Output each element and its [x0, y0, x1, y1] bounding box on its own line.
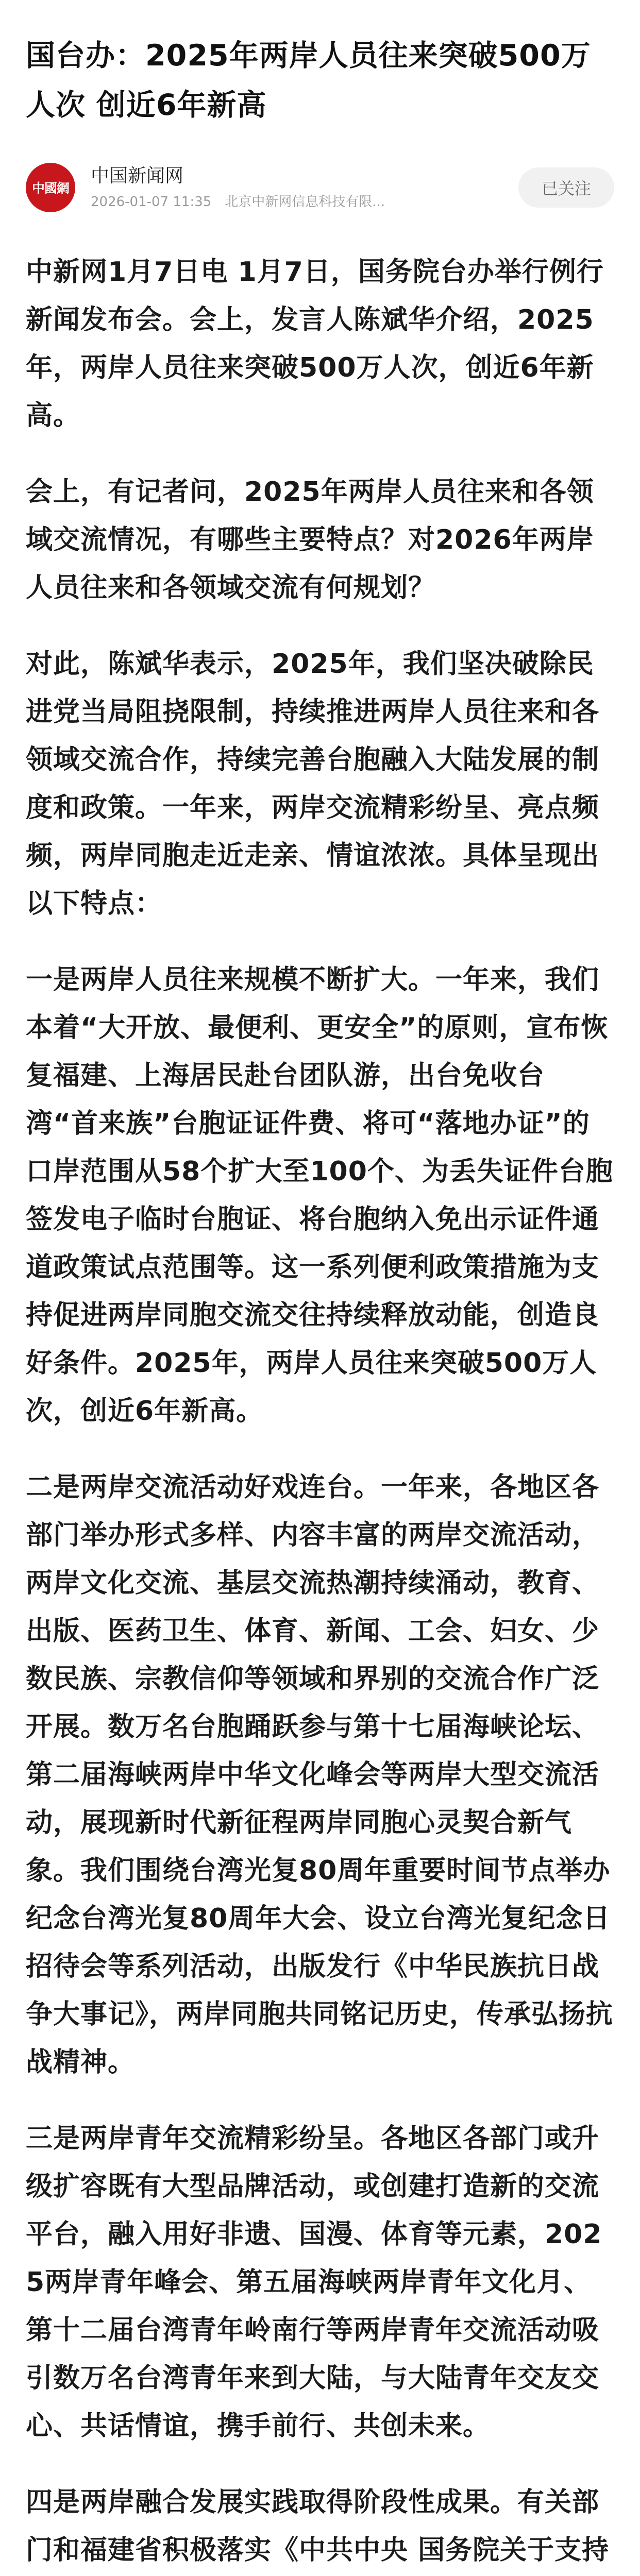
author-avatar[interactable]	[26, 163, 75, 212]
article-paragraph: 三是两岸青年交流精彩纷呈。各地区各部门或升级扩容既有大型品牌活动，或创建打造新的交流平台，融入用好非遗、国漫、体育等元素，2025两岸青年峰会、第五届海峡两岸青年文化月、第十二届台湾青年岭南行等两岸青年交流活动吸引数万名台湾青年来到大陆，与大陆青年交友交心、共话情谊，携手前行、共创未来。	[26, 2123, 602, 2442]
author-info	[91, 164, 508, 211]
article-body	[26, 248, 614, 2576]
follow-button[interactable]: 已关注	[518, 167, 614, 208]
article-paragraph: 四是两岸融合发展实践取得阶段性成果。有关部门和福建省积极落实《中共中央 国务院关于支持	[26, 2487, 610, 2566]
article-paragraph: 会上，有记者问，2025年两岸人员往来和各领域交流情况，有哪些主要特点？对2026年两岸人员往来和各领域交流有何规划？	[26, 477, 594, 603]
avatar-logo-text: 中國網	[31, 181, 69, 196]
article-title: 国台办：2025年两岸人员往来突破500万人次 创近6年新高	[26, 39, 591, 122]
meta-row	[91, 193, 508, 211]
author-name[interactable]: 中国新闻网	[91, 165, 184, 187]
article-paragraph: 对此，陈斌华表示，2025年，我们坚决破除民进党当局阻挠限制，持续推进两岸人员往来和各领域交流合作，持续完善台胞融入大陆发展的制度和政策。一年来，两岸交流精彩纷呈、亮点频频，两岸同胞走近走亲、情谊浓浓。具体呈现出以下特点：	[26, 649, 600, 919]
article-paragraph: 一是两岸人员往来规模不断扩大。一年来，我们本着“大开放、最便利、更安全”的原则，宣布恢复福建、上海居民赴台团队游，出台免收台湾“首来族”台胞证证件费、将可“落地办证”的口岸范围从58个扩大至100个、为丢失证件台胞签发电子临时台胞证、将台胞纳入免出示证件通道政策试点范围等。这一系列便利政策措施为支持促进两岸同胞交流交往持续释放动能，创造良好条件。2025年，两岸人员往来突破500万人次，创近6年新高。	[26, 964, 613, 1427]
author-organization: 北京中新网信息科技有限...	[225, 194, 385, 210]
article-paragraph: 二是两岸交流活动好戏连台。一年来，各地区各部门举办形式多样、内容丰富的两岸交流活动，两岸文化交流、基层交流热潮持续涌动，教育、出版、医药卫生、体育、新闻、工会、妇女、少数民族、宗教信仰等领域和界别的交流合作广泛开展。数万名台胞踊跃参与第十七届海峡论坛、第二届海峡两岸中华文化峰会等两岸大型交流活动，展现新时代新征程两岸同胞心灵契合新气象。我们围绕台湾光复80周年重要时间节点举办纪念台湾光复80周年大会、设立台湾光复纪念日招待会等系列活动，出版发行《中华民族抗日战争大事记》，两岸同胞共同铭记历史，传承弘扬抗战精神。	[26, 1472, 614, 2078]
publish-date: 2026-01-07 11:35	[91, 194, 212, 210]
author-bar	[26, 160, 614, 215]
article-paragraph: 中新网1月7日电 1月7日，国务院台办举行例行新闻发布会。会上，发言人陈斌华介绍，2025年，两岸人员往来突破500万人次，创近6年新高。	[26, 257, 604, 431]
